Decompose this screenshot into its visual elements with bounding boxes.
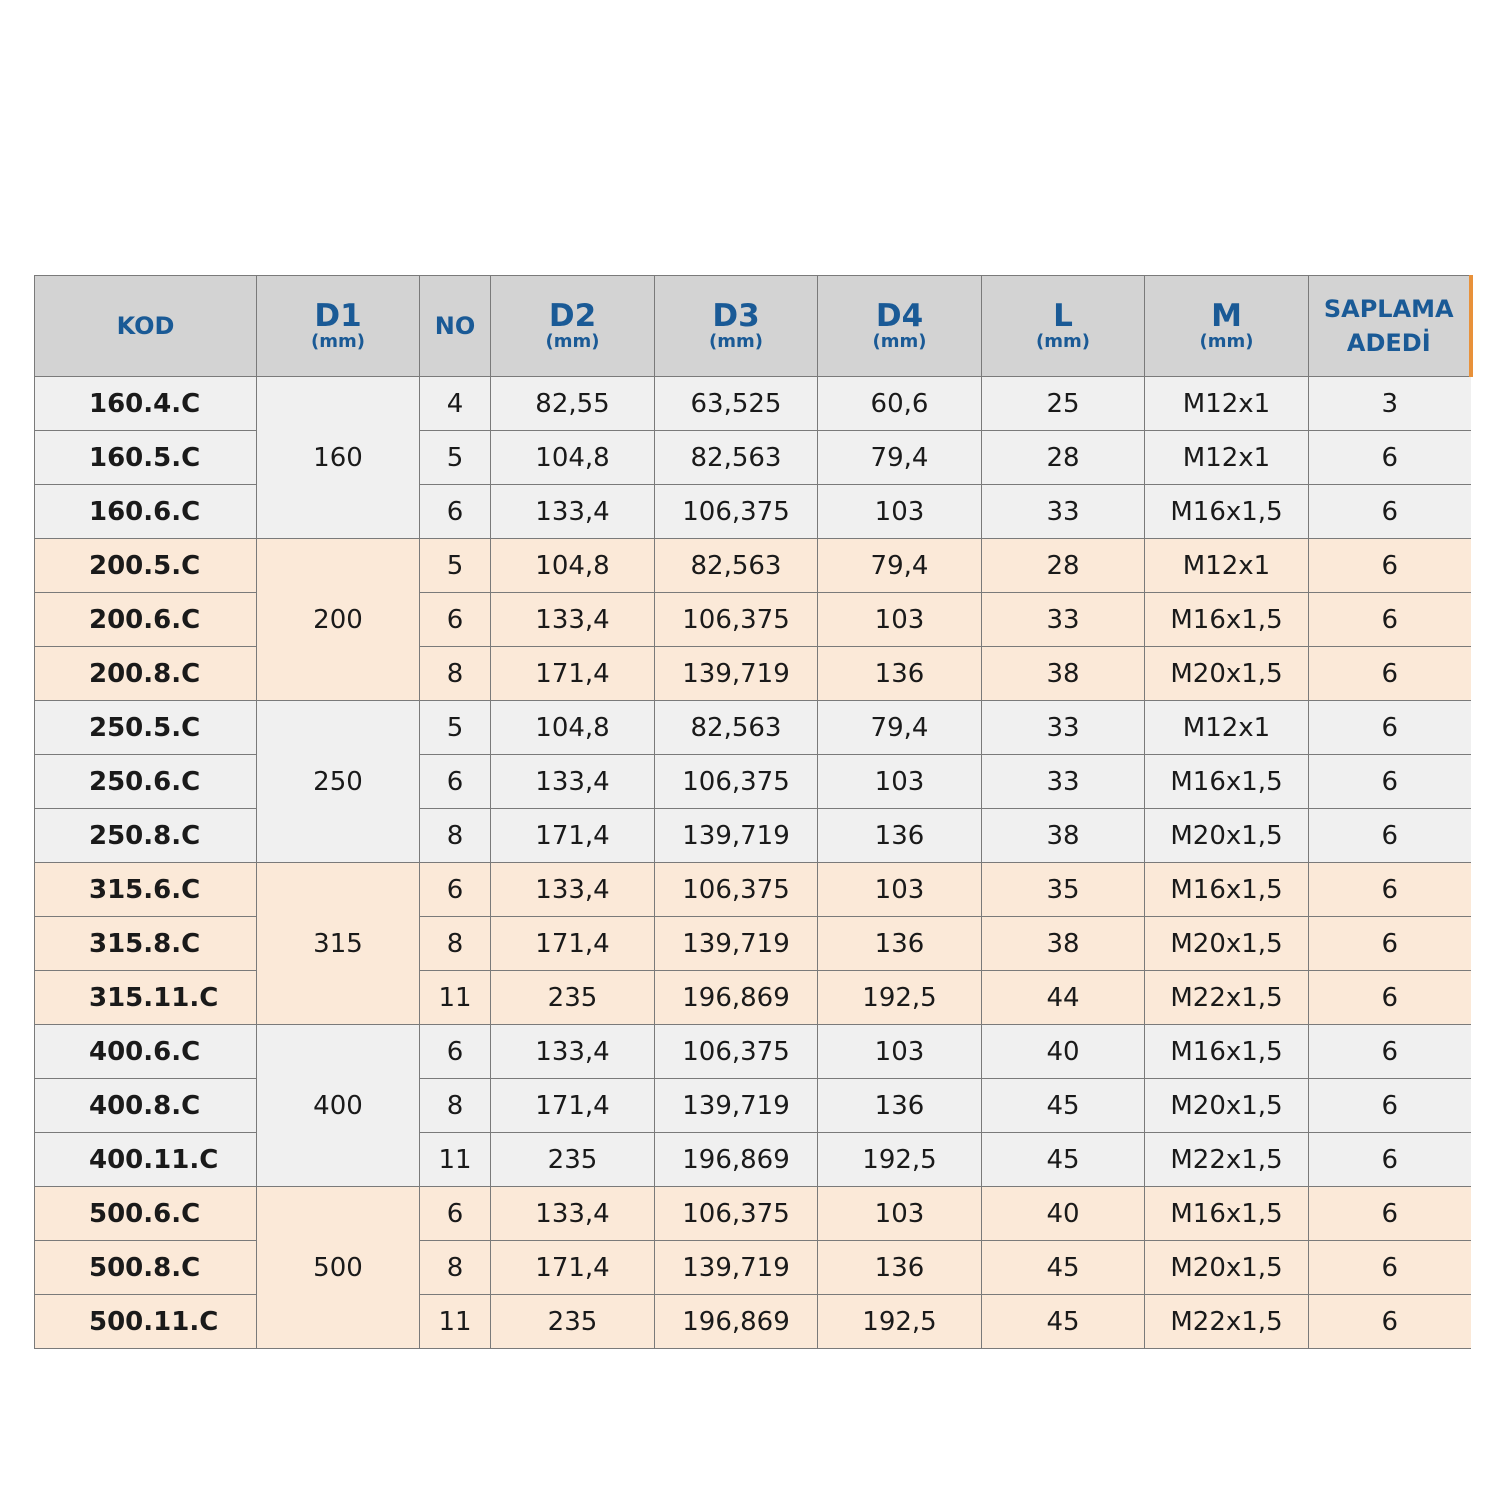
table-row	[35, 809, 1471, 863]
cell-l: 38	[982, 647, 1145, 701]
cell-d2: 171,4	[491, 1241, 655, 1295]
cell-adet: 6	[1309, 701, 1471, 755]
cell-no: 4	[420, 377, 491, 431]
cell-adet: 3	[1309, 377, 1471, 431]
cell-l: 45	[982, 1241, 1145, 1295]
cell-no: 8	[420, 917, 491, 971]
cell-no: 6	[420, 1187, 491, 1241]
cell-l: 45	[982, 1295, 1145, 1349]
table-row	[35, 1187, 1471, 1241]
header-no-label: NO	[434, 312, 476, 340]
table-row	[35, 485, 1471, 539]
cell-d2: 133,4	[491, 1025, 655, 1079]
cell-d4: 136	[818, 1241, 982, 1295]
cell-no: 8	[420, 1241, 491, 1295]
cell-d3: 82,563	[655, 431, 818, 485]
cell-m: M16x1,5	[1145, 863, 1309, 917]
header-d3-unit: (mm)	[709, 331, 763, 352]
cell-no: 6	[420, 863, 491, 917]
cell-m: M20x1,5	[1145, 1241, 1309, 1295]
cell-no: 11	[420, 971, 491, 1025]
header-d1-unit: (mm)	[311, 331, 365, 352]
cell-kod: 400.11.C	[35, 1133, 257, 1187]
cell-adet: 6	[1309, 755, 1471, 809]
cell-l: 44	[982, 971, 1145, 1025]
cell-adet: 6	[1309, 1079, 1471, 1133]
cell-d2: 235	[491, 1295, 655, 1349]
cell-m: M16x1,5	[1145, 1025, 1309, 1079]
cell-d2: 235	[491, 1133, 655, 1187]
cell-d4: 79,4	[818, 431, 982, 485]
cell-adet: 6	[1309, 971, 1471, 1025]
cell-kod: 200.5.C	[35, 539, 257, 593]
cell-kod: 200.6.C	[35, 593, 257, 647]
table-row	[35, 539, 1471, 593]
cell-d3: 139,719	[655, 809, 818, 863]
cell-d4: 60,6	[818, 377, 982, 431]
cell-m: M22x1,5	[1145, 971, 1309, 1025]
cell-d4: 103	[818, 863, 982, 917]
cell-d3: 139,719	[655, 1079, 818, 1133]
cell-d1: 160	[257, 377, 420, 539]
cell-d3: 106,375	[655, 1025, 818, 1079]
cell-d3: 196,869	[655, 1133, 818, 1187]
cell-d2: 104,8	[491, 539, 655, 593]
table-row	[35, 701, 1471, 755]
cell-m: M16x1,5	[1145, 485, 1309, 539]
cell-l: 38	[982, 809, 1145, 863]
table-row	[35, 647, 1471, 701]
header-d4-label: D4	[875, 298, 924, 334]
cell-l: 33	[982, 485, 1145, 539]
header-kod-label: KOD	[116, 312, 175, 340]
cell-kod: 160.6.C	[35, 485, 257, 539]
cell-d3: 106,375	[655, 755, 818, 809]
cell-d4: 103	[818, 1187, 982, 1241]
table-row	[35, 1295, 1471, 1349]
cell-kod: 500.6.C	[35, 1187, 257, 1241]
header-d2	[491, 276, 655, 377]
cell-no: 5	[420, 431, 491, 485]
cell-kod: 250.8.C	[35, 809, 257, 863]
cell-d4: 103	[818, 593, 982, 647]
cell-l: 33	[982, 593, 1145, 647]
header-m-unit: (mm)	[1199, 331, 1254, 352]
header-no	[420, 276, 491, 377]
header-row	[35, 276, 1471, 377]
cell-m: M20x1,5	[1145, 809, 1309, 863]
cell-d4: 103	[818, 1025, 982, 1079]
cell-d1: 500	[257, 1187, 420, 1349]
cell-no: 8	[420, 809, 491, 863]
cell-d4: 192,5	[818, 1295, 982, 1349]
cell-d1: 200	[257, 539, 420, 701]
cell-l: 35	[982, 863, 1145, 917]
table-body	[35, 377, 1471, 1349]
header-d4	[818, 276, 982, 377]
header-d4-unit: (mm)	[872, 331, 927, 352]
cell-d2: 235	[491, 971, 655, 1025]
header-kod	[35, 276, 257, 377]
cell-no: 8	[420, 647, 491, 701]
cell-no: 5	[420, 539, 491, 593]
cell-m: M12x1	[1145, 701, 1309, 755]
cell-l: 40	[982, 1187, 1145, 1241]
cell-d2: 133,4	[491, 485, 655, 539]
cell-d2: 171,4	[491, 647, 655, 701]
table-row	[35, 1079, 1471, 1133]
cell-d4: 79,4	[818, 701, 982, 755]
cell-d2: 171,4	[491, 917, 655, 971]
cell-kod: 250.6.C	[35, 755, 257, 809]
cell-no: 6	[420, 485, 491, 539]
cell-m: M12x1	[1145, 539, 1309, 593]
cell-l: 45	[982, 1079, 1145, 1133]
cell-adet: 6	[1309, 647, 1471, 701]
spec-table	[34, 275, 1473, 1349]
cell-kod: 250.5.C	[35, 701, 257, 755]
cell-l: 45	[982, 1133, 1145, 1187]
cell-d3: 139,719	[655, 917, 818, 971]
cell-l: 33	[982, 701, 1145, 755]
cell-adet: 6	[1309, 539, 1471, 593]
cell-adet: 6	[1309, 809, 1471, 863]
cell-d4: 136	[818, 647, 982, 701]
cell-l: 40	[982, 1025, 1145, 1079]
header-l-label: L	[1053, 298, 1073, 334]
cell-no: 5	[420, 701, 491, 755]
cell-kod: 400.6.C	[35, 1025, 257, 1079]
header-d1	[257, 276, 420, 377]
cell-kod: 315.6.C	[35, 863, 257, 917]
header-saplama-label: SAPLAMA	[1323, 295, 1454, 323]
cell-m: M20x1,5	[1145, 1079, 1309, 1133]
cell-d2: 133,4	[491, 1187, 655, 1241]
header-d1-label: D1	[314, 298, 362, 334]
header-d3-label: D3	[712, 298, 760, 334]
cell-d3: 82,563	[655, 539, 818, 593]
cell-d4: 136	[818, 809, 982, 863]
cell-kod: 500.11.C	[35, 1295, 257, 1349]
cell-no: 11	[420, 1295, 491, 1349]
cell-d2: 133,4	[491, 593, 655, 647]
cell-d2: 171,4	[491, 1079, 655, 1133]
cell-l: 33	[982, 755, 1145, 809]
cell-no: 8	[420, 1079, 491, 1133]
cell-d2: 104,8	[491, 431, 655, 485]
header-saplama-adedi	[1309, 276, 1471, 377]
cell-d2: 133,4	[491, 755, 655, 809]
cell-d3: 106,375	[655, 863, 818, 917]
cell-d1: 400	[257, 1025, 420, 1187]
cell-adet: 6	[1309, 431, 1471, 485]
header-m-label: M	[1211, 298, 1242, 334]
cell-kod: 160.4.C	[35, 377, 257, 431]
cell-d2: 133,4	[491, 863, 655, 917]
table-row	[35, 971, 1471, 1025]
cell-d4: 136	[818, 1079, 982, 1133]
cell-m: M12x1	[1145, 431, 1309, 485]
cell-adet: 6	[1309, 1241, 1471, 1295]
table-row	[35, 431, 1471, 485]
header-l-unit: (mm)	[1036, 331, 1090, 352]
cell-no: 6	[420, 1025, 491, 1079]
cell-no: 6	[420, 755, 491, 809]
cell-m: M16x1,5	[1145, 593, 1309, 647]
cell-d2: 104,8	[491, 701, 655, 755]
cell-m: M20x1,5	[1145, 647, 1309, 701]
header-adedi-label: ADEDİ	[1346, 329, 1431, 357]
cell-d3: 82,563	[655, 701, 818, 755]
cell-adet: 6	[1309, 1133, 1471, 1187]
cell-d1: 315	[257, 863, 420, 1025]
cell-d1: 250	[257, 701, 420, 863]
cell-kod: 500.8.C	[35, 1241, 257, 1295]
cell-l: 38	[982, 917, 1145, 971]
cell-kod: 160.5.C	[35, 431, 257, 485]
cell-d3: 106,375	[655, 593, 818, 647]
cell-d3: 196,869	[655, 971, 818, 1025]
table-row	[35, 1133, 1471, 1187]
cell-d4: 136	[818, 917, 982, 971]
cell-m: M12x1	[1145, 377, 1309, 431]
cell-d3: 106,375	[655, 1187, 818, 1241]
cell-adet: 6	[1309, 917, 1471, 971]
table-row	[35, 593, 1471, 647]
cell-adet: 6	[1309, 485, 1471, 539]
cell-kod: 200.8.C	[35, 647, 257, 701]
cell-m: M20x1,5	[1145, 917, 1309, 971]
header-l	[982, 276, 1145, 377]
cell-l: 25	[982, 377, 1145, 431]
cell-no: 11	[420, 1133, 491, 1187]
cell-d4: 103	[818, 755, 982, 809]
cell-d3: 196,869	[655, 1295, 818, 1349]
cell-adet: 6	[1309, 593, 1471, 647]
cell-d4: 192,5	[818, 1133, 982, 1187]
cell-m: M22x1,5	[1145, 1295, 1309, 1349]
table-row	[35, 377, 1471, 431]
cell-m: M16x1,5	[1145, 755, 1309, 809]
header-d2-unit: (mm)	[545, 331, 600, 352]
cell-d2: 171,4	[491, 809, 655, 863]
cell-l: 28	[982, 539, 1145, 593]
cell-kod: 400.8.C	[35, 1079, 257, 1133]
cell-d4: 103	[818, 485, 982, 539]
cell-m: M22x1,5	[1145, 1133, 1309, 1187]
table-row	[35, 917, 1471, 971]
cell-adet: 6	[1309, 1295, 1471, 1349]
header-d3	[655, 276, 818, 377]
cell-d4: 79,4	[818, 539, 982, 593]
header-d2-label: D2	[548, 298, 597, 334]
cell-d2: 82,55	[491, 377, 655, 431]
cell-kod: 315.11.C	[35, 971, 257, 1025]
cell-d3: 106,375	[655, 485, 818, 539]
cell-kod: 315.8.C	[35, 917, 257, 971]
table-row	[35, 1241, 1471, 1295]
table-row	[35, 755, 1471, 809]
cell-d3: 63,525	[655, 377, 818, 431]
cell-d3: 139,719	[655, 1241, 818, 1295]
cell-d4: 192,5	[818, 971, 982, 1025]
table-row	[35, 1025, 1471, 1079]
cell-adet: 6	[1309, 1187, 1471, 1241]
header-m	[1145, 276, 1309, 377]
table-row	[35, 863, 1471, 917]
cell-l: 28	[982, 431, 1145, 485]
cell-adet: 6	[1309, 863, 1471, 917]
cell-d3: 139,719	[655, 647, 818, 701]
cell-m: M16x1,5	[1145, 1187, 1309, 1241]
cell-adet: 6	[1309, 1025, 1471, 1079]
cell-no: 6	[420, 593, 491, 647]
